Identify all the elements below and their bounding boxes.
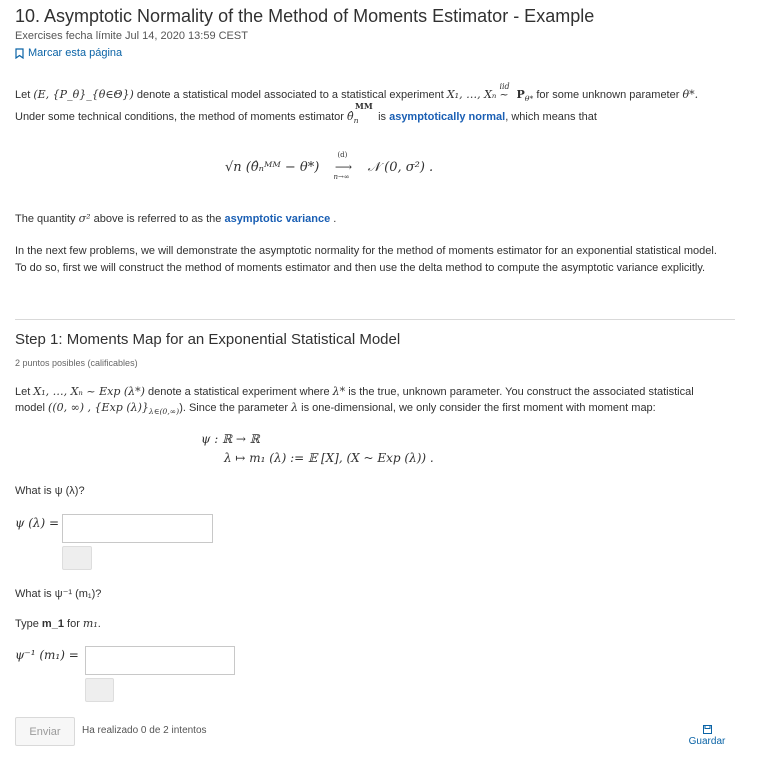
sample: X₁, …, Xₙ: [446, 88, 497, 101]
points-label: 2 puntos posibles (calificables): [15, 358, 138, 368]
question-1-prefix: ψ (λ) =: [15, 516, 60, 530]
asymptotic-variance-link[interactable]: asymptotic variance: [224, 213, 331, 225]
step-desc-line-1: Let X₁, …, Xₙ ~ Exp (λ*) denote a statistical experiment where λ* is the true, unknown parameter. You construct the associated statistical: [15, 385, 694, 398]
intro-paragraph: In the next few problems, we will demonstrate the asymptotic normality for the method of moments estimator for an exponential statistical model. To do so, first we will construct the method of moments estimator and then use the delta method to compute the asymptotic variance explicitly.: [15, 245, 717, 274]
psi-preview-button[interactable]: [62, 546, 92, 570]
bookmark-link[interactable]: [15, 47, 122, 59]
deadline-subtitle: Exercises fecha límite Jul 14, 2020 13:59 CEST: [15, 30, 248, 42]
question-1-label: What is ψ (λ)?: [15, 485, 85, 497]
save-label: Guardar: [688, 736, 726, 747]
intro-line-1: Let (E, {P_θ}_{θ∈Θ}) denote a statistical model associated to a statistical experiment X₁, …, Xₙ iid ~ $P_{\theta*}$ for some unknown parameter θ*.: [15, 86, 698, 107]
section-divider: [15, 319, 735, 320]
asymptotic-equation: √n (θ̂ₙᴹᴹ − θ*) (d) ⟶ n→∞ 𝒩 (0, σ²) .: [225, 151, 434, 181]
psi-inverse-preview-button[interactable]: [85, 678, 114, 702]
attempts-text: Ha realizado 0 de 2 intentos: [82, 725, 207, 736]
bookmark-icon: [15, 48, 24, 59]
bookmark-label: Marcar esta página: [28, 47, 123, 59]
save-icon: [703, 725, 712, 734]
asymptotic-variance-sentence: The quantity σ² above is referred to as the asymptotic variance .: [15, 212, 337, 225]
question-2-prefix: ψ⁻¹ (m₁) =: [15, 648, 79, 662]
psi-answer-input[interactable]: [62, 514, 213, 543]
moment-map-line-1: ψ : ℝ → ℝ: [201, 432, 260, 446]
page-title: 10. Asymptotic Normality of the Method of Moments Estimator - Example: [15, 6, 595, 26]
step-title: Step 1: Moments Map for an Exponential Statistical Model: [15, 331, 401, 348]
step-desc-line-2: model ((0, ∞) , {Exp $(\lambda)\}_{\lambda\in(0,\infty)}$). Since the parameter λ is one-dimensional, we only consider the first moment with moment map:: [15, 401, 656, 417]
question-2-label: What is ψ⁻¹ (m₁)?: [15, 588, 102, 600]
psi-inverse-answer-input[interactable]: [85, 646, 235, 675]
statistical-model: (E, {P_θ}_{θ∈Θ}): [33, 88, 134, 101]
submit-button[interactable]: Enviar: [15, 717, 75, 746]
question-2-hint: Type m_1 for m₁.: [15, 617, 101, 630]
intro-line-2: Under some technical conditions, the method of moments estimator MM $\thetâ_n$ is asymptotically normal, which means that: [15, 101, 597, 126]
asymptotically-normal-link[interactable]: asymptotically normal: [389, 111, 506, 123]
moment-map-line-2: λ ↦ m₁ (λ) := 𝔼 [X], (X ~ Exp (λ)) .: [224, 451, 434, 465]
iid-label: iid: [499, 82, 510, 91]
save-button[interactable]: [688, 725, 726, 747]
